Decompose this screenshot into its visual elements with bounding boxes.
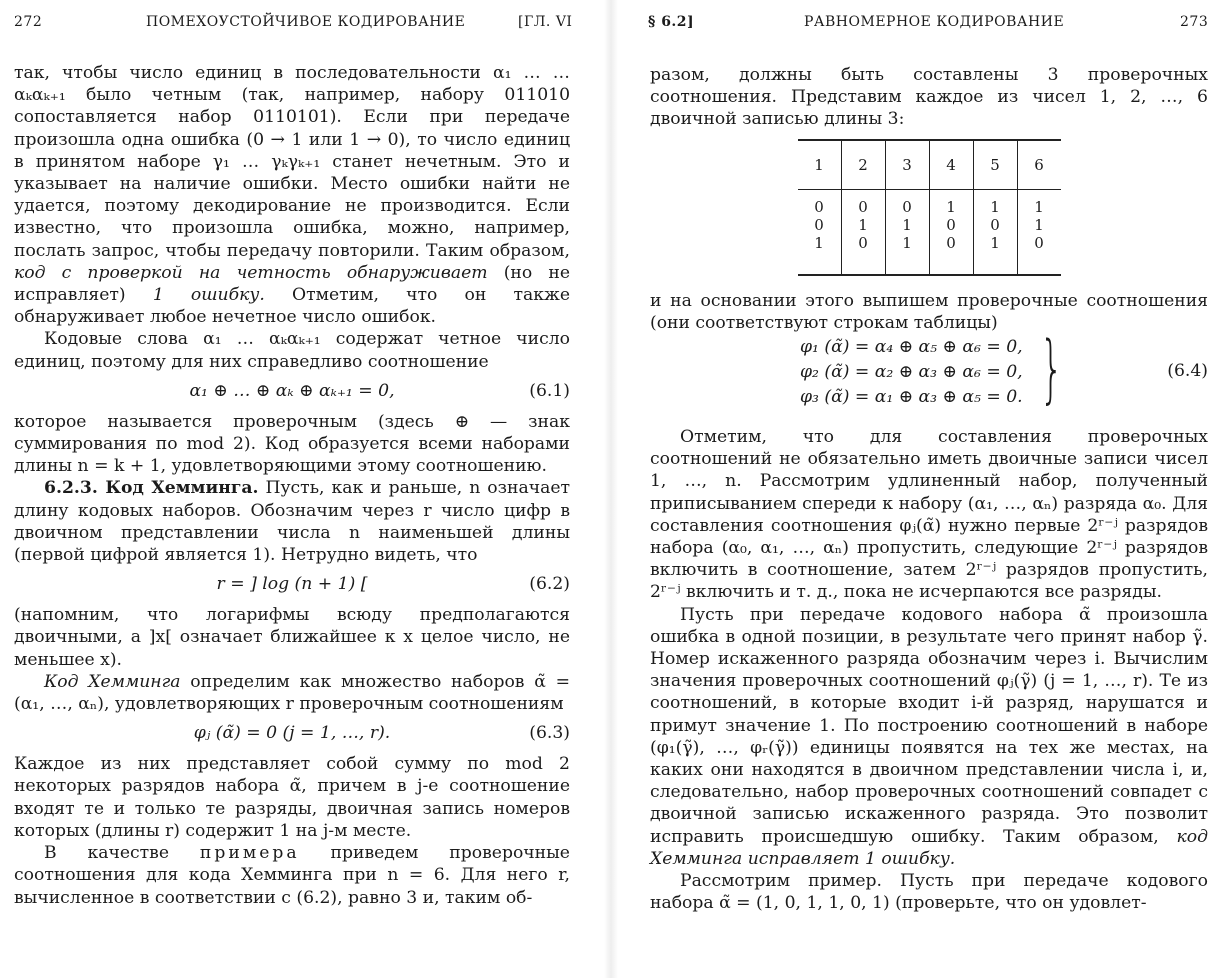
section-heading: 6.2.3. Код Хемминга. <box>44 478 259 499</box>
right-section-label: § 6.2] <box>648 14 695 30</box>
book-gutter <box>604 0 618 978</box>
table-cell: 0 <box>929 216 973 234</box>
table-row <box>798 189 1061 216</box>
equation-line: φ₂ (α̃) = α₂ ⊕ α₃ ⊕ α₆ = 0, <box>800 362 1023 383</box>
paragraph: Каждое из них представляет собой сумму по mod 2 некоторых разрядов набора α̃, причем в j-е соотношение входят те и только те разряды, двоичная запись номеров которых (длины r) содержит 1 на j-м месте. <box>14 754 570 841</box>
paragraph: и на основании этого выпишем проверочные соотношения (они соответствуют строкам таблицы) <box>650 290 1208 333</box>
table-cell: 0 <box>814 215 824 234</box>
paragraph: Рассмотрим пример. Пусть при передаче кодового набора α̃ = (1, 0, 1, 1, 0, 1) (проверьте, что он удовлет- <box>650 871 1208 914</box>
table-header-cell: 1 <box>798 140 842 190</box>
equation-number: (6.3) <box>529 723 570 744</box>
left-page-body <box>14 62 570 909</box>
table-row <box>798 234 1061 275</box>
table-cell: 1 <box>814 233 824 252</box>
left-page-header <box>0 10 590 32</box>
table-cell: 1 <box>973 234 1017 275</box>
table-header-cell: 5 <box>973 140 1017 190</box>
paragraph: Код Хемминга определим как множество наборов α̃ = (α₁, …, αₙ), удовлетворяющих r проверочным соотношениям <box>14 671 570 715</box>
table-cell: 0 <box>841 234 885 275</box>
equation-6-1: α₁ ⊕ … ⊕ αₖ ⊕ αₖ₊₁ = 0, (6.1) <box>189 380 570 401</box>
equation-6-3: φⱼ (α̃) = 0 (j = 1, …, r). (6.3) <box>193 723 570 744</box>
table-cell: 1 <box>885 234 929 275</box>
table-header-cell: 3 <box>885 140 929 190</box>
equation-line: φ₃ (α̃) = α₁ ⊕ α₃ ⊕ α₅ = 0. <box>800 387 1023 408</box>
table-row <box>798 216 1061 234</box>
right-brace: } <box>1039 326 1064 413</box>
equation-number: (6.2) <box>529 574 570 595</box>
right-page-number: 273 <box>1180 14 1209 30</box>
paragraph: Пусть при передаче кодового набора α̃ произошла ошибка в одной позиции, в результате чего принят набор γ̃. Номер искаженного разряда обозначим через i. Вычислим значения проверочных соотношений φⱼ(γ̃) (j = 1, …, r). Те из соотношений, в которые входит i-й разряд, нарушатся и примут значение 1. По построению соотношений в наборе (φ₁(γ̃), …, φᵣ(γ̃)) единицы появятся на тех же местах, на каких они находятся в двоичном представлении числа i, и, следовательно, набор проверочных соотношений совпадет с двоичной записью искаженного разряда. Это позволит исправить происшедшую ошибку. Таким образом, код Хемминга исправляет 1 ошибку. <box>650 604 1208 869</box>
left-chapter-label: [ГЛ. VI <box>518 14 573 30</box>
table-cell: 0 <box>973 216 1017 234</box>
table-cell: 1 <box>1017 216 1061 234</box>
table-cell: 1 <box>1017 189 1061 216</box>
table-cell: 1 <box>973 189 1017 216</box>
binary-table <box>798 139 1061 276</box>
right-page <box>632 0 1222 978</box>
equation-6-2: r = ] log (n + 1) [ (6.2) <box>216 574 570 595</box>
paragraph: В качестве примера приведем проверочные соотношения для кода Хемминга при n = 6. Для него r, вычисленное в соответствии с (6.2), равно 3 и, таким об- <box>14 843 570 908</box>
equation-system-6-4 <box>650 326 1208 413</box>
paragraph: Отметим, что для составления проверочных соотношений не обязательно иметь двоичные записи чисел 1, …, n. Рассмотрим удлиненный набор, полученный приписыванием спереди к набору (α₁, …, αₙ) разряда α₀. Для составления соотношения φⱼ(α̃) нужно первые 2ʳ⁻ʲ разрядов набора (α₀, α₁, …, αₙ) пропустить, следующие 2ʳ⁻ʲ разрядов включить в соотношение, затем 2ʳ⁻ʲ разрядов пропустить, 2ʳ⁻ʲ включить и т. д., пока не исчерпаются все разряды. <box>650 427 1208 603</box>
equation-line: φ₁ (α̃) = α₄ ⊕ α₅ ⊕ α₆ = 0, <box>800 337 1023 358</box>
table-header-cell: 2 <box>841 140 885 190</box>
paragraph: которое называется проверочным (здесь ⊕ — знак суммирования по mod 2). Код образуется всеми наборами длины n = k + 1, удовлетворяющими этому соотношению. <box>14 411 570 477</box>
table-cell: 0 <box>885 189 929 216</box>
table-header-row <box>798 140 1061 190</box>
table-cell: 0 <box>929 234 973 275</box>
table-header-cell: 4 <box>929 140 973 190</box>
equation-number: (6.1) <box>529 380 570 401</box>
paragraph: разом, должны быть составлены 3 проверочных соотношения. Представим каждое из чисел 1, 2, …, 6 двоичной записью длины 3: <box>650 65 1208 130</box>
left-running-title: ПОМЕХОУСТОЙЧИВОЕ КОДИРОВАНИЕ <box>146 14 466 30</box>
paragraph: (напомним, что логарифмы всюду предполагаются двоичными, а ]x[ означает ближайшее к x целое число, не меньшее x). <box>14 605 570 670</box>
table-header-cell: 6 <box>1017 140 1061 190</box>
table-cell: 0 <box>814 197 824 216</box>
right-running-title: РАВНОМЕРНОЕ КОДИРОВАНИЕ <box>804 14 1065 30</box>
paragraph: так, чтобы число единиц в последовательности α₁ … … αₖαₖ₊₁ было четным (так, например, набору 011010 сопоставляется набор 0110101). Если при передаче произошла одна ошибка (0 → 1 или 1 → 0), то число единиц в принятом наборе γ₁ … γₖγₖ₊₁ станет нечетным. Это и указывает на наличие ошибки. Место ошибки найти не удается, поэтому декодирование не производится. Если известно, что произошла ошибка, можно, например, послать запрос, чтобы передачу повторили. Таким образом, код с проверкой на четность обнаруживает (но не исправляет) 1 ошибку. Отметим, что он также обнаруживает любое нечетное число ошибок. <box>14 63 570 328</box>
right-page-header <box>632 10 1222 32</box>
table-cell: 1 <box>885 216 929 234</box>
table-cell: 1 <box>929 189 973 216</box>
left-page-number: 272 <box>14 14 43 30</box>
left-page <box>0 0 590 978</box>
paragraph: Кодовые слова α₁ … αₖαₖ₊₁ содержат четное число единиц, поэтому для них справедливо соотношение <box>14 329 570 372</box>
equation-number: (6.4) <box>1167 361 1208 382</box>
right-page-body <box>650 64 1208 914</box>
table-cell: 0 <box>1017 234 1061 275</box>
table-cell: 1 <box>841 216 885 234</box>
section-paragraph: 6.2.3. Код Хемминга. Пусть, как и раньше, n означает длину кодовых наборов. Обозначим через r число цифр в двоичном представлении числа n наименьшей длины (первой цифрой является 1). Нетрудно видеть, что <box>14 478 570 566</box>
table-cell: 0 <box>841 189 885 216</box>
